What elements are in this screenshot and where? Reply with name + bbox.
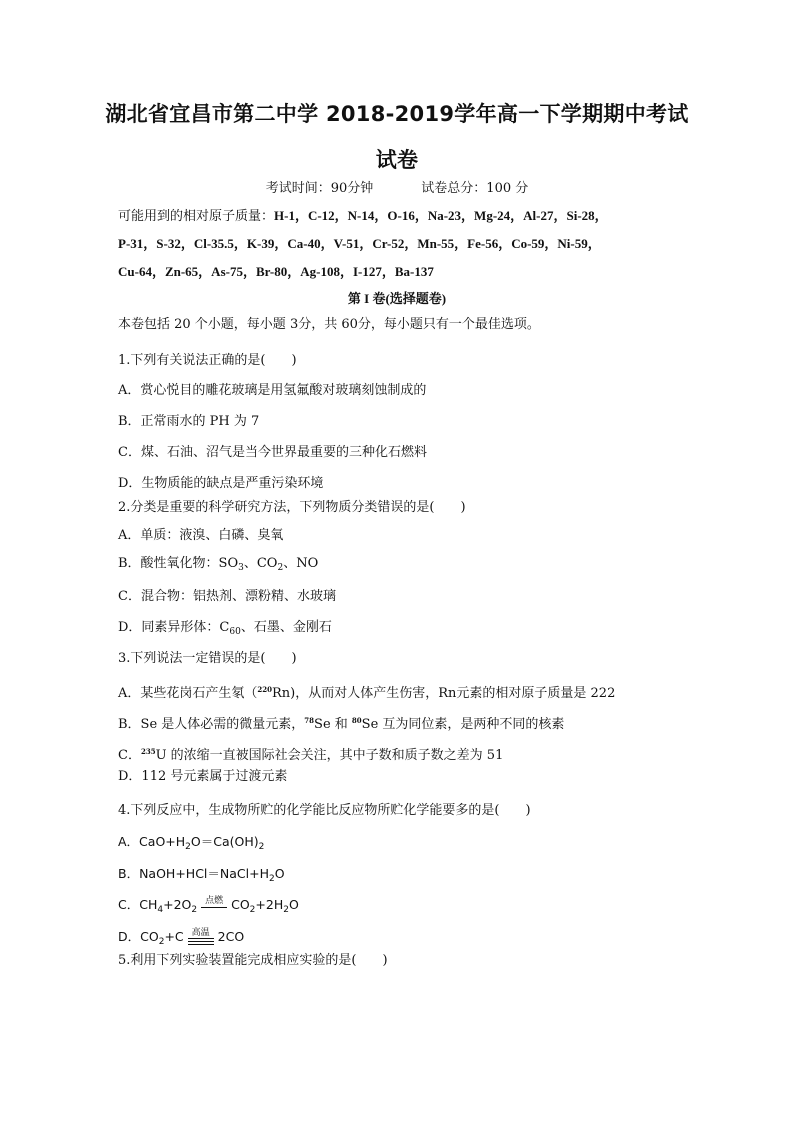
q2-b-sub: 2 [277,563,284,573]
q2-option-c: C．混合物：铝热剂、漂粉精、水玻璃 [118,589,336,604]
q4-c-text: +2H [255,897,284,912]
atomic-mass-lead: 可能用到的相对原子质量： [118,209,275,224]
q3-c-text: U 的浓缩一直被国际社会关注，其中子数和质子数之差为 51 [155,748,504,763]
condition-bar [188,941,214,942]
q2-option-a: A．单质：液溴、白磷、臭氧 [118,528,284,543]
q3-b-text: B．Se 是人体必需的微量元素， [118,717,305,732]
q3-a-sup: 220 [257,685,273,694]
q2-b-text: B．酸性氧化物：SO [118,556,239,571]
q3-a-text: Rn)，从而对人体产生伤害，Rn元素的相对原子质量是 222 [272,686,616,701]
q3-option-c [118,744,503,764]
q4-c-text: C．CH [118,897,158,912]
atomic-mass-line3: Cu-64，Zn-65，As-75，Br-80，Ag-108，I-127，Ba-137 [118,264,434,279]
q4-a-text: A．CaO+H [118,834,186,849]
q5-stem: 5.利用下列实验装置能完成相应实验的是( ) [118,953,388,968]
atomic-mass-values1: H-1，C-12，N-14，O-16，Na-23，Mg-24，Al-27，Si-28， [274,208,608,223]
section-title: 第 I 卷(选择题卷) [347,291,447,306]
q1-option-b: B．正常雨水的 PH 为 7 [118,414,260,429]
q4-b-sub: 2 [268,874,275,884]
q4-d-text: 2CO [217,929,245,944]
q4-option-c [118,897,299,918]
q3-c-text: C． [118,748,141,763]
q3-a-text: A．某些花岗石产生氡（ [118,686,258,701]
q1-option-c: C．煤、石油、沼气是当今世界最重要的三种化石燃料 [118,445,427,460]
q3-b-sup: 80 [351,716,362,725]
condition-bar [188,938,214,939]
q2-d-sub: 60 [229,627,241,637]
q2-b-sub: 3 [238,563,244,573]
q4-option-b [118,866,285,887]
q3-option-d: D．112 号元素属于过渡元素 [118,769,288,784]
atomic-mass-line2: P-31，S-32，Cl-35.5，K-39，Ca-40，V-51，Cr-52，Mn-55，Fe-56，Co-59，Ni-59， [118,236,601,251]
q2-b-text: 、CO [243,556,278,571]
reaction-condition-high-temp [188,927,214,945]
reaction-condition-ignite [201,895,227,913]
q3-b-text: Se 互为同位素，是两种不同的核素 [361,717,565,732]
q4-c-sub: 4 [157,905,164,915]
q4-c-text: CO [231,897,250,912]
exam-title-line1: 湖北省宜昌市第二中学 2018-2019学年高一下学期期中考试 [105,102,689,126]
q2-d-text: 、石墨、金刚石 [240,620,332,635]
q4-b-text: O [274,866,285,881]
q4-option-a [118,834,264,855]
q4-a-sub: 2 [258,842,265,852]
q4-d-text: +C [164,929,184,944]
exam-time: 考试时间：90分钟 [265,181,374,196]
q3-stem: 3.下列说法一定错误的是( ) [118,651,297,666]
condition-bar [188,944,214,945]
q1-stem: 1.下列有关说法正确的是( ) [118,353,297,368]
q4-stem: 4.下列反应中，生成物所贮的化学能比反应物所贮化学能要多的是( ) [118,803,531,818]
q3-option-b [118,713,564,733]
q2-d-text: D．同素异形体：C [118,620,230,635]
q2-stem: 2.分类是重要的科学研究方法，下列物质分类错误的是( ) [118,500,466,515]
q4-d-sub: 2 [158,937,165,947]
condition-bar [201,907,227,908]
q3-b-text: Se 和 [314,717,352,732]
q4-c-sub: 2 [283,905,289,915]
q4-c-text: +2O [163,897,192,912]
condition-label: 点燃 [205,895,224,906]
q2-option-d [118,620,332,640]
q4-c-sub: 2 [249,905,256,915]
q2-option-b [118,556,318,576]
q4-option-d [118,929,244,950]
q3-b-sup: 78 [304,716,315,725]
section-instruction: 本卷包括 20 个小题，每小题 3分，共 60分，每小题只有一个最佳选项。 [118,317,540,332]
q4-a-sub: 2 [185,842,191,852]
condition-label: 高温 [191,927,210,938]
q3-c-sup: 235 [140,747,156,756]
q4-c-text: O [288,897,299,912]
q4-d-text: D．CO [118,929,159,944]
q4-c-sub: 2 [191,905,198,915]
q1-option-a: A．赏心悦目的雕花玻璃是用氢氟酸对玻璃刻蚀制成的 [118,383,427,398]
total-score: 试卷总分：100 分 [421,181,529,196]
q4-b-text: B．NaOH+HCl＝NaCl+H [118,866,269,881]
q2-b-text: 、NO [283,556,319,571]
exam-title-line2: 试卷 [375,148,419,172]
q4-a-text: O＝Ca(OH) [190,834,259,849]
q3-option-a [118,682,615,702]
atomic-mass-line1 [118,208,608,225]
q1-option-d: D．生物质能的缺点是严重污染环境 [118,476,324,491]
exam-meta [0,181,794,197]
